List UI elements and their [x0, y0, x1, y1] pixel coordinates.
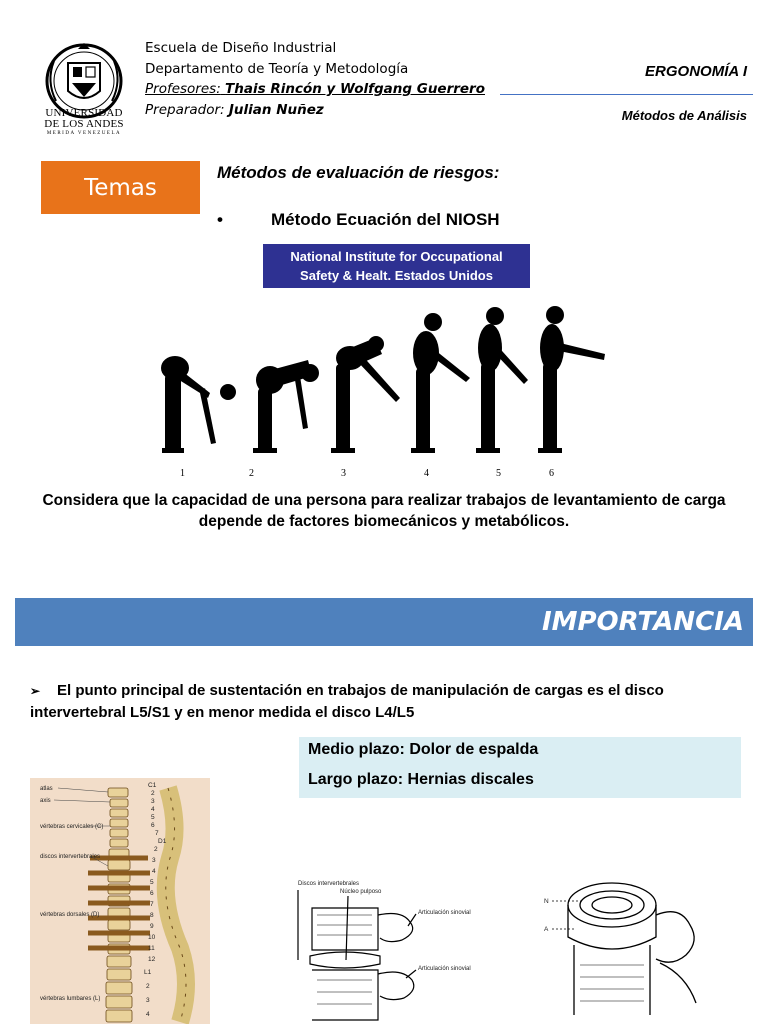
vertebra-number: 2 — [154, 846, 158, 853]
course-header — [145, 38, 485, 120]
vertebra-number: 4 — [146, 1011, 150, 1018]
figure-number: 5 — [496, 468, 501, 478]
spine-label: vértebras lumbares (L) — [40, 996, 101, 1002]
topics-label-box: Temas — [41, 161, 200, 214]
vertebra-number: 10 — [148, 934, 156, 941]
importance-point: ➢ El punto principal de sustentación en trabajos de manipulación de cargas es el disco intervertebral L5/S1 y en menor medida el disco L4/L5 — [30, 682, 664, 721]
vertebra-number: 5 — [150, 879, 154, 886]
long-term-effect: Largo plazo: Hernias discales — [308, 771, 534, 788]
disc-label: Núcleo pulposo — [340, 889, 382, 895]
vertebra-number: L1 — [144, 969, 152, 976]
vertebra-number: 7 — [150, 901, 154, 908]
disc-label: Discos intervertebrales — [298, 881, 360, 887]
spine-label: atlas — [40, 786, 53, 792]
annulus-label: A — [544, 926, 549, 933]
niosh-box: National Institute for Occupational Safety & Healt. Estados Unidos — [263, 244, 530, 288]
vertebra-number: D1 — [158, 838, 167, 845]
posture-3 — [331, 336, 400, 453]
vertebra-number: 12 — [148, 956, 156, 963]
vertebra-number: 3 — [146, 997, 150, 1004]
spine-diagram — [30, 778, 210, 1024]
posture-5 — [476, 307, 528, 453]
vertebra-number: 7 — [155, 830, 159, 837]
vertebra-number: 6 — [150, 890, 154, 897]
preparer-line: Preparador: Julian Nuñez — [145, 101, 324, 118]
disc-label: Articulación sinovial — [418, 910, 471, 916]
vertebra-number: 11 — [148, 945, 155, 952]
vertebra-number: 3 — [151, 798, 155, 805]
spine-label: discos intervertebrales — [40, 854, 101, 860]
spine-label: axis — [40, 798, 51, 804]
topics-title: Métodos de evaluación de riesgos: — [217, 163, 500, 182]
vertebra-number: 9 — [150, 923, 154, 930]
vertebra-disc-detail — [540, 875, 730, 1024]
vertebra-number: 4 — [152, 868, 156, 875]
vertebra-number: 8 — [150, 912, 154, 919]
posture-4 — [411, 313, 470, 453]
course-title: ERGONOMÍA I — [645, 63, 747, 80]
university-name: UNIVERSIDAD DE LOS ANDES MERIDA VENEZUELA — [44, 107, 124, 136]
posture-1 — [161, 356, 236, 453]
figure-number: 3 — [341, 468, 346, 478]
spine-label: vértebras cervicales (C) — [40, 824, 104, 830]
disc-label: Articulación sinovial — [418, 966, 471, 972]
figure-number: 4 — [424, 468, 429, 478]
medium-term-effect: Medio plazo: Dolor de espalda — [308, 741, 539, 758]
vertebra-number: 5 — [151, 814, 155, 821]
lifting-postures-figure — [150, 298, 620, 478]
intervertebral-disc-diagram — [292, 870, 472, 1024]
figure-number: 2 — [249, 468, 254, 478]
vertebra-number: C1 — [148, 782, 157, 789]
posture-2 — [253, 360, 319, 453]
vertebra-number: 6 — [151, 822, 155, 829]
department-name: Departamento de Teoría y Metodología — [145, 60, 409, 77]
posture-6 — [538, 306, 605, 453]
professors-line: Profesores: Thais Rincón y Wolfgang Guerrero — [145, 81, 485, 97]
section-title: Métodos de Análisis — [621, 108, 747, 123]
nucleus-label: N — [544, 898, 549, 905]
school-name: Escuela de Diseño Industrial — [145, 40, 337, 56]
vertebra-number: 4 — [151, 806, 155, 813]
figure-number: 1 — [180, 468, 185, 478]
figure-number: 6 — [549, 468, 554, 478]
header-divider — [500, 94, 753, 95]
arrow-bullet-icon: ➢ — [30, 684, 41, 698]
vertebra-number: 2 — [151, 790, 155, 797]
vertebra-number: 2 — [146, 983, 150, 990]
lifting-capacity-description: Considera que la capacidad de una persona para realizar trabajos de levantamiento de carga depende de factores biomecánicos y metabólicos. — [42, 492, 726, 530]
importance-title: IMPORTANCIA — [541, 607, 744, 637]
spine-label: vértebras dorsales (D) — [40, 912, 100, 918]
topics-bullet: • Método Ecuación del NIOSH — [217, 210, 500, 229]
vertebra-number: 3 — [152, 857, 156, 864]
